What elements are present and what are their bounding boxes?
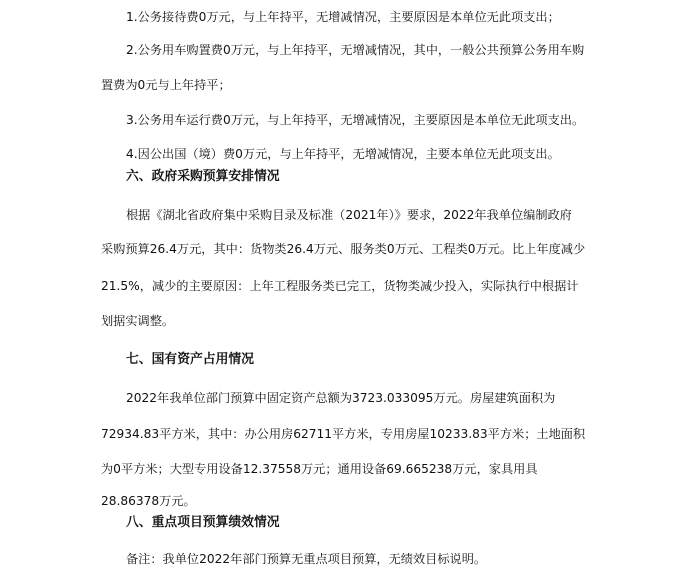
section-heading: 八、重点项目预算绩效情况: [126, 515, 280, 530]
paragraph-line: 1.公务接待费0万元，与上年持平，无增减情况，主要原因是本单位无此项支出；: [126, 10, 560, 24]
paragraph-line: 28.86378万元。: [101, 494, 196, 508]
paragraph-line: 2.公务用车购置费0万元，与上年持平，无增减情况，其中，一般公共预算公务用车购: [126, 43, 585, 57]
section-heading: 七、国有资产占用情况: [126, 352, 254, 367]
paragraph-line: 4.因公出国（境）费0万元，与上年持平，无增减情况，主要本单位无此项支出。: [126, 147, 560, 161]
section-heading: 六、政府采购预算安排情况: [126, 169, 280, 184]
paragraph-line: 72934.83平方米，其中：办公用房62711平方米，专用房屋10233.83平方米；土地面积: [101, 427, 586, 441]
paragraph-line: 21.5%，减少的主要原因：上年工程服务类已完工，货物类减少投入，实际执行中根据计: [101, 279, 579, 293]
paragraph-line: 备注：我单位2022年部门预算无重点项目预算，无绩效目标说明。: [126, 552, 487, 566]
paragraph-line: 2022年我单位部门预算中固定资产总额为3723.033095万元。房屋建筑面积为: [126, 391, 556, 405]
paragraph-line: 3.公务用车运行费0万元，与上年持平，无增减情况，主要原因是本单位无此项支出。: [126, 113, 585, 127]
paragraph-line: 采购预算26.4万元，其中：货物类26.4万元、服务类0万元、工程类0万元。比上年度减少: [101, 242, 586, 256]
paragraph-line: 置费为0元与上年持平；: [101, 78, 231, 92]
paragraph-line: 为0平方米；大型专用设备12.37558万元；通用设备69.665238万元，家具用具: [101, 462, 538, 476]
paragraph-line: 划据实调整。: [101, 314, 175, 328]
paragraph-line: 根据《湖北省政府集中采购目录及标准（2021年）》要求，2022年我单位编制政府: [126, 208, 572, 222]
